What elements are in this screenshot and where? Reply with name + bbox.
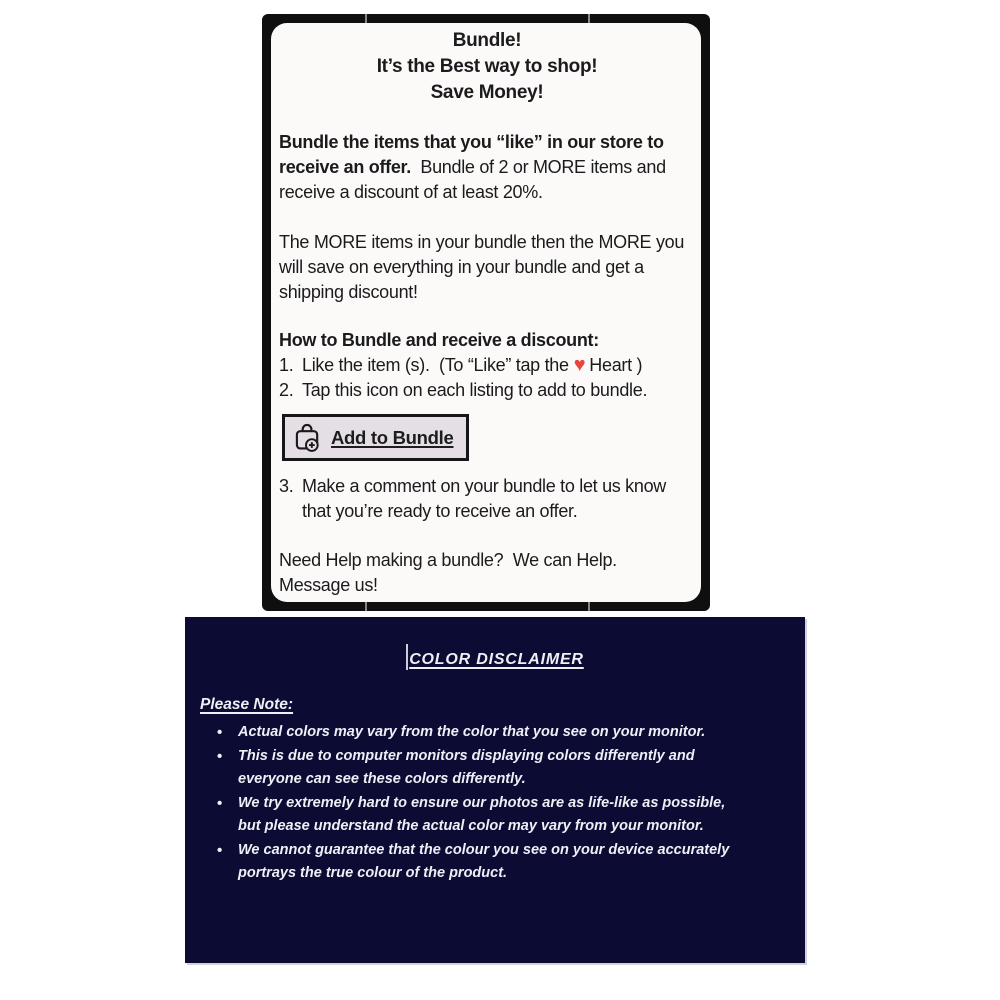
step-number: 2. <box>279 380 294 400</box>
bundle-intro-paragraph <box>279 130 695 205</box>
bundle-step-2 <box>279 378 695 403</box>
title-line: Save Money! <box>430 82 544 103</box>
list-item <box>200 792 790 839</box>
intro-line <box>279 155 695 180</box>
bullet-line: We try extremely hard to ensure our photos are as life-like as possible, <box>238 794 726 811</box>
how-to-bundle-heading: How to Bundle and receive a discount: <box>279 330 599 350</box>
list-item <box>200 745 790 792</box>
intro-regular-part: Bundle of 2 or MORE items and <box>410 157 666 177</box>
color-disclaimer-title-row <box>200 644 790 670</box>
title-line: Bundle! <box>452 30 522 51</box>
disclaimer-bullet-list <box>200 721 790 886</box>
step-text: Tap this icon on each listing to add to bundle. <box>302 380 648 400</box>
bundle-info-card <box>262 14 710 611</box>
step3-line: Make a comment on your bundle to let us know <box>302 476 667 496</box>
collage-seam <box>365 14 367 23</box>
intro-bold-part: receive an offer. <box>279 157 411 177</box>
heart-icon: ♥ <box>573 354 586 376</box>
help-line: Need Help making a bundle? We can Help. <box>279 550 617 570</box>
bundle-step-1 <box>279 353 695 378</box>
step3-line: that you’re ready to receive an offer. <box>302 501 578 521</box>
bundle-step-3 <box>279 474 695 524</box>
bundle-savings-paragraph <box>279 230 695 305</box>
step1-text-after: Heart ) <box>589 355 643 375</box>
bullet-icon: • <box>217 724 223 741</box>
step-text <box>302 474 666 524</box>
bullet-text <box>238 721 705 745</box>
bullet-line: This is due to computer monitors displaying colors differently and <box>238 747 695 764</box>
title-line: It’s the Best way to shop! <box>376 56 598 77</box>
add-to-bundle-label: Add to Bundle <box>331 427 454 448</box>
bullet-line: We cannot guarantee that the colour you see on your device accurately <box>238 841 730 858</box>
bullet-icon: • <box>217 794 223 812</box>
need-help-paragraph <box>279 548 695 598</box>
color-disclaimer-box <box>185 617 805 963</box>
bullet-line: everyone can see these colors differently. <box>238 771 526 787</box>
please-note-row <box>200 670 790 714</box>
bundle-card-title <box>279 28 695 106</box>
text-cursor <box>406 644 408 670</box>
bullet-text <box>238 745 695 792</box>
intro-line: receive a discount of at least 20%. <box>279 182 543 202</box>
savings-line: The MORE items in your bundle then the MORE you <box>279 232 685 252</box>
add-to-bundle-button[interactable] <box>282 414 469 461</box>
help-line: Message us! <box>279 575 378 595</box>
step-text <box>302 353 642 378</box>
bullet-line: but please understand the actual color may vary from your monitor. <box>238 818 704 834</box>
savings-line: shipping discount! <box>279 282 418 302</box>
collage-seam <box>588 602 590 611</box>
step-number: 3. <box>279 476 294 496</box>
savings-line: will save on everything in your bundle and get a <box>279 257 644 277</box>
step-number: 1. <box>279 355 294 375</box>
bullet-icon: • <box>217 841 223 859</box>
bullet-text <box>238 839 729 886</box>
please-note-label: Please Note: <box>200 696 294 713</box>
color-disclaimer-title: COLOR DISCLAIMER <box>409 651 584 668</box>
list-item <box>200 721 790 745</box>
bullet-line: portrays the true colour of the product. <box>238 865 508 881</box>
bullet-line: Actual colors may vary from the color that you see on your monitor. <box>238 724 706 740</box>
collage-seam <box>588 14 590 23</box>
bullet-icon: • <box>217 747 223 765</box>
list-item <box>200 839 790 886</box>
intro-line: Bundle the items that you “like” in our store to <box>279 132 664 152</box>
shopping-bag-plus-icon <box>294 422 322 454</box>
collage-seam <box>365 602 367 611</box>
step1-text-before: Like the item (s). (To “Like” tap the <box>302 355 569 375</box>
bullet-text <box>238 792 725 839</box>
bundle-card-content <box>271 23 701 602</box>
